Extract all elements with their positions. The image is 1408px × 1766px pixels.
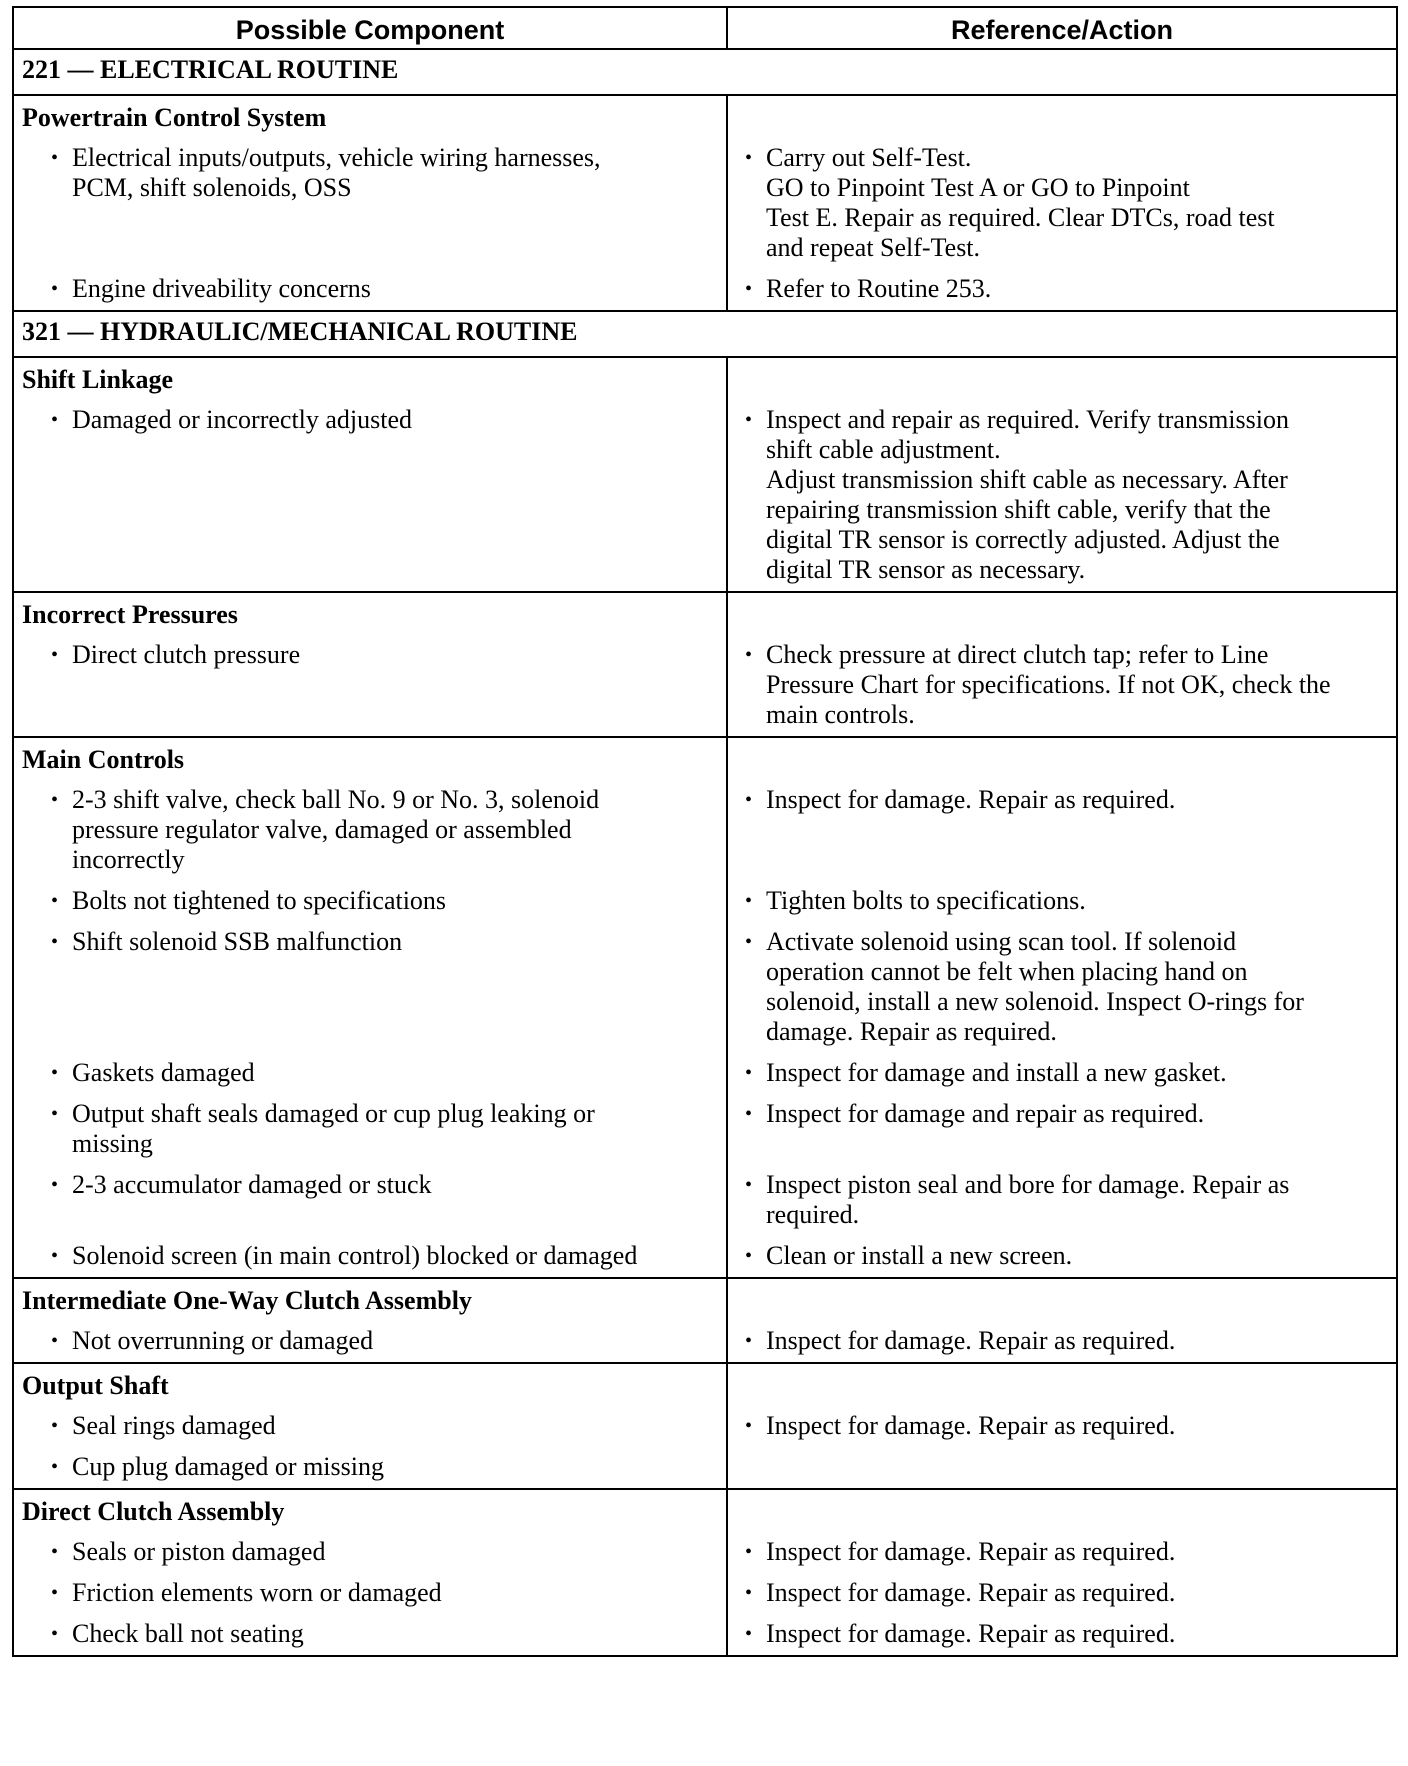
action-cell (727, 269, 1397, 311)
action-text: • Refer to Routine 253. (766, 274, 1388, 304)
component-text: • Not overrunning or damaged (72, 1326, 718, 1356)
table-row (13, 922, 1397, 1053)
table-row (13, 400, 1397, 592)
action-text: • Activate solenoid using scan tool. If solenoid operation cannot be felt when placing hand on solenoid, install a new solenoid. Inspect O-rings for damage. Repair as required. (766, 927, 1388, 1047)
group-title-spacer (727, 1489, 1397, 1532)
action-cell (727, 1406, 1397, 1447)
group-title-spacer (727, 1363, 1397, 1406)
action-text: • Inspect for damage. Repair as required. (766, 1326, 1388, 1356)
table-row (13, 1447, 1397, 1489)
component-text: • 2-3 shift valve, check ball No. 9 or No. 3, solenoid pressure regulator valve, damaged or assembled incorrectly (72, 785, 718, 875)
group-title-spacer (727, 737, 1397, 780)
component-text: • Shift solenoid SSB malfunction (72, 927, 718, 957)
group-title: Incorrect Pressures (13, 592, 727, 635)
group-row (13, 592, 1397, 635)
action-text: • Clean or install a new screen. (766, 1241, 1388, 1271)
component-cell (13, 922, 727, 1053)
table-row (13, 1406, 1397, 1447)
document-page (12, 6, 1396, 1657)
component-text: • Friction elements worn or damaged (72, 1578, 718, 1608)
group-row (13, 357, 1397, 400)
action-cell (727, 1447, 1397, 1489)
table-row (13, 1053, 1397, 1094)
component-text: • Seals or piston damaged (72, 1537, 718, 1567)
group-row (13, 1278, 1397, 1321)
component-cell (13, 1614, 727, 1656)
table-row (13, 635, 1397, 737)
component-text: • Bolts not tightened to specifications (72, 886, 718, 916)
component-text: • Engine driveability concerns (72, 274, 718, 304)
section-row (13, 311, 1397, 357)
component-text: • Electrical inputs/outputs, vehicle wiring harnesses, PCM, shift solenoids, OSS (72, 143, 718, 203)
table-row (13, 269, 1397, 311)
header-possible-component: Possible Component (13, 7, 727, 49)
action-text: • Tighten bolts to specifications. (766, 886, 1388, 916)
table-row (13, 1573, 1397, 1614)
component-cell (13, 1532, 727, 1573)
action-text: • Check pressure at direct clutch tap; refer to Line Pressure Chart for specifications. If not OK, check the main controls. (766, 640, 1388, 730)
component-cell (13, 400, 727, 592)
action-text: • Inspect for damage. Repair as required. (766, 1619, 1388, 1649)
action-cell (727, 1165, 1397, 1236)
table-row (13, 1236, 1397, 1278)
section-row (13, 49, 1397, 95)
action-cell (727, 1094, 1397, 1165)
action-cell (727, 780, 1397, 881)
action-text: • Inspect and repair as required. Verify transmission shift cable adjustment. Adjust transmission shift cable as necessary. After repairing transmission shift cable, verify that the digital TR sensor is correctly adjusted. Adjust the digital TR sensor as necessary. (766, 405, 1388, 585)
component-cell (13, 138, 727, 269)
header-reference-action: Reference/Action (727, 7, 1397, 49)
action-cell (727, 1573, 1397, 1614)
table-row (13, 1532, 1397, 1573)
table-row (13, 138, 1397, 269)
table-row (13, 881, 1397, 922)
component-cell (13, 881, 727, 922)
group-row (13, 1363, 1397, 1406)
action-text: • Carry out Self-Test. GO to Pinpoint Test A or GO to Pinpoint Test E. Repair as required. Clear DTCs, road test and repeat Self-Test. (766, 143, 1388, 263)
component-cell (13, 1165, 727, 1236)
action-text: • Inspect for damage. Repair as required. (766, 785, 1388, 815)
component-cell (13, 635, 727, 737)
action-cell (727, 1532, 1397, 1573)
action-cell (727, 922, 1397, 1053)
action-text: • Inspect for damage. Repair as required. (766, 1578, 1388, 1608)
action-cell (727, 1321, 1397, 1363)
action-cell (727, 1053, 1397, 1094)
section-title: 221 — ELECTRICAL ROUTINE (13, 49, 1397, 95)
group-title: Output Shaft (13, 1363, 727, 1406)
component-text: • Direct clutch pressure (72, 640, 718, 670)
action-cell (727, 635, 1397, 737)
group-row (13, 95, 1397, 138)
component-cell (13, 1053, 727, 1094)
group-title: Direct Clutch Assembly (13, 1489, 727, 1532)
component-text: • Gaskets damaged (72, 1058, 718, 1088)
group-title: Intermediate One-Way Clutch Assembly (13, 1278, 727, 1321)
action-cell (727, 138, 1397, 269)
component-text: • Seal rings damaged (72, 1411, 718, 1441)
component-cell (13, 269, 727, 311)
action-cell (727, 881, 1397, 922)
group-row (13, 737, 1397, 780)
component-text: • Solenoid screen (in main control) blocked or damaged (72, 1241, 718, 1271)
action-text: • Inspect for damage and repair as required. (766, 1099, 1388, 1129)
table-row (13, 780, 1397, 881)
table-body (13, 49, 1397, 1656)
component-cell (13, 1094, 727, 1165)
action-cell (727, 1614, 1397, 1656)
action-text: • Inspect for damage. Repair as required. (766, 1537, 1388, 1567)
group-title: Powertrain Control System (13, 95, 727, 138)
action-cell (727, 1236, 1397, 1278)
component-text: • 2-3 accumulator damaged or stuck (72, 1170, 718, 1200)
group-title-spacer (727, 95, 1397, 138)
action-cell (727, 400, 1397, 592)
group-title-spacer (727, 1278, 1397, 1321)
component-text: • Cup plug damaged or missing (72, 1452, 718, 1482)
table-row (13, 1165, 1397, 1236)
action-text: • Inspect for damage. Repair as required. (766, 1411, 1388, 1441)
table-row (13, 1614, 1397, 1656)
component-cell (13, 780, 727, 881)
group-title-spacer (727, 592, 1397, 635)
table-row (13, 1094, 1397, 1165)
component-cell (13, 1406, 727, 1447)
section-title: 321 — HYDRAULIC/MECHANICAL ROUTINE (13, 311, 1397, 357)
component-text: • Check ball not seating (72, 1619, 718, 1649)
component-text: • Damaged or incorrectly adjusted (72, 405, 718, 435)
component-cell (13, 1321, 727, 1363)
group-title-spacer (727, 357, 1397, 400)
component-cell (13, 1447, 727, 1489)
diagnosis-table (12, 6, 1398, 1657)
table-row (13, 1321, 1397, 1363)
action-text: • Inspect piston seal and bore for damage. Repair as required. (766, 1170, 1388, 1230)
group-title: Shift Linkage (13, 357, 727, 400)
component-text: • Output shaft seals damaged or cup plug leaking or missing (72, 1099, 718, 1159)
component-cell (13, 1573, 727, 1614)
component-cell (13, 1236, 727, 1278)
action-text: • Inspect for damage and install a new gasket. (766, 1058, 1388, 1088)
group-row (13, 1489, 1397, 1532)
header-row (13, 7, 1397, 49)
group-title: Main Controls (13, 737, 727, 780)
